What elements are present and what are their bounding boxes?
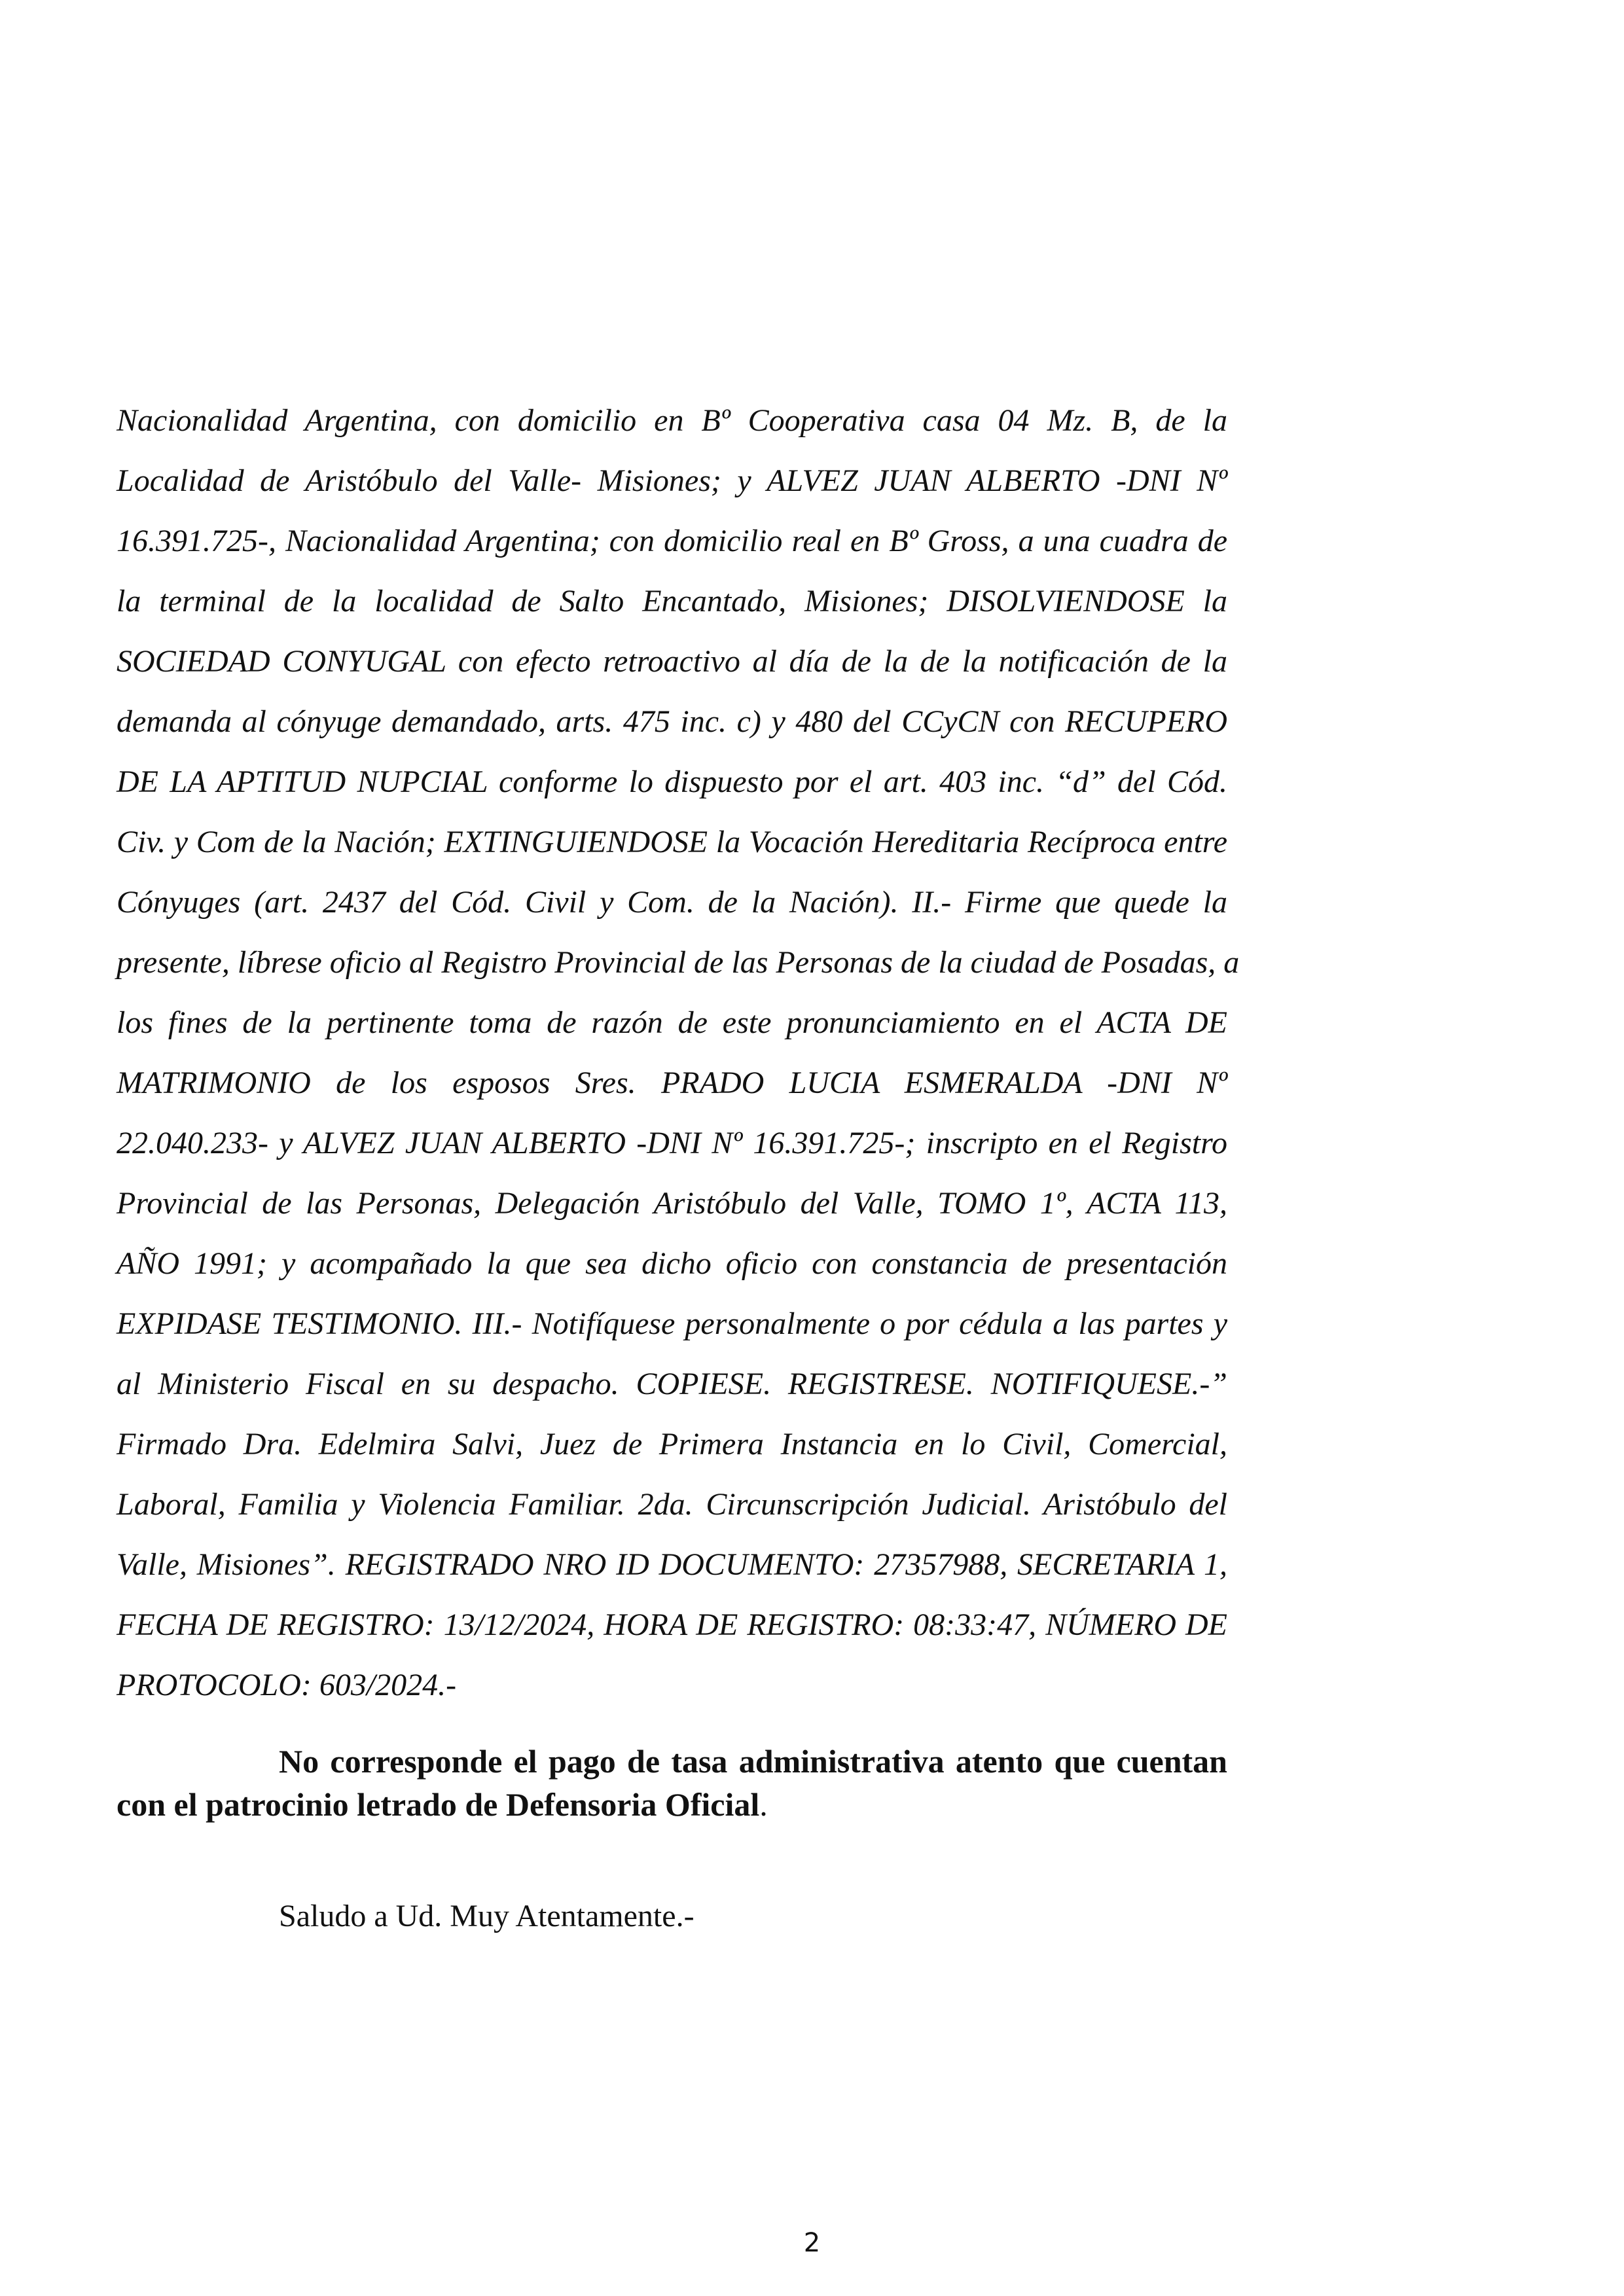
body-line: MATRIMONIO de los esposos Sres. PRADO LUCIA ESMERALDA -DNI Nº (117, 1066, 1227, 1100)
body-line: Laboral, Familia y Violencia Familiar. 2da. Circunscripción Judicial. Aristóbulo del (117, 1487, 1227, 1522)
body-line: FECHA DE REGISTRO: 13/12/2024, HORA DE REGISTRO: 08:33:47, NÚMERO DE (117, 1607, 1227, 1642)
body-line: 22.040.233- y ALVEZ JUAN ALBERTO -DNI Nº 16.391.725-; inscripto en el Registro (117, 1126, 1227, 1160)
body-line: Firmado Dra. Edelmira Salvi, Juez de Primera Instancia en lo Civil, Comercial, (117, 1427, 1227, 1462)
fee-note-line-2-period: . (759, 1786, 768, 1823)
body-line: Civ. y Com de la Nación; EXTINGUIENDOSE la Vocación Hereditaria Recíproca entre (117, 825, 1227, 859)
page-number: 2 (803, 2228, 821, 2258)
body-line: Valle, Misiones”. REGISTRADO NRO ID DOCUMENTO: 27357988, SECRETARIA 1, (117, 1547, 1227, 1582)
fee-note-line-1: No corresponde el pago de tasa administrativa atento que cuentan (279, 1743, 1227, 1780)
closing-salutation: Saludo a Ud. Muy Atentamente.- (279, 1899, 695, 1933)
body-line: 16.391.725-, Nacionalidad Argentina; con domicilio real en Bº Gross, a una cuadra de (117, 524, 1227, 558)
body-line: Localidad de Aristóbulo del Valle- Misiones; y ALVEZ JUAN ALBERTO -DNI Nº (117, 463, 1227, 498)
body-line: Nacionalidad Argentina, con domicilio en Bº Cooperativa casa 04 Mz. B, de la (117, 403, 1227, 438)
body-line: AÑO 1991; y acompañado la que sea dicho oficio con constancia de presentación (117, 1246, 1227, 1281)
resolution-body-text (117, 391, 1240, 1715)
body-line: demanda al cónyuge demandado, arts. 475 inc. c) y 480 del CCyCN con RECUPERO (117, 704, 1227, 739)
body-line: presente, líbrese oficio al Registro Provincial de las Personas de la ciudad de Posadas, a (117, 945, 1240, 980)
body-line: SOCIEDAD CONYUGAL con efecto retroactivo al día de la de la notificación de la (117, 644, 1227, 679)
body-line: la terminal de la localidad de Salto Encantado, Misiones; DISOLVIENDOSE la (117, 584, 1227, 619)
body-line: los fines de la pertinente toma de razón de este pronunciamiento en el ACTA DE (117, 1005, 1227, 1040)
body-line: PROTOCOLO: 603/2024.- (117, 1668, 457, 1702)
body-line: DE LA APTITUD NUPCIAL conforme lo dispuesto por el art. 403 inc. “d” del Cód. (117, 764, 1227, 799)
body-line: Provincial de las Personas, Delegación Aristóbulo del Valle, TOMO 1º, ACTA 113, (117, 1186, 1227, 1221)
body-line: Cónyuges (art. 2437 del Cód. Civil y Com. de la Nación). II.- Firme que quede la (117, 885, 1227, 920)
body-line: al Ministerio Fiscal en su despacho. COPIESE. REGISTRESE. NOTIFIQUESE.-” (117, 1367, 1227, 1401)
body-line: EXPIDASE TESTIMONIO. III.- Notifíquese personalmente o por cédula a las partes y (117, 1306, 1227, 1341)
fee-note-paragraph (117, 1740, 1227, 1826)
fee-note-line-2 (117, 1783, 1227, 1826)
fee-note-line-2-text: con el patrocinio letrado de Defensoria Oficial (117, 1786, 760, 1823)
